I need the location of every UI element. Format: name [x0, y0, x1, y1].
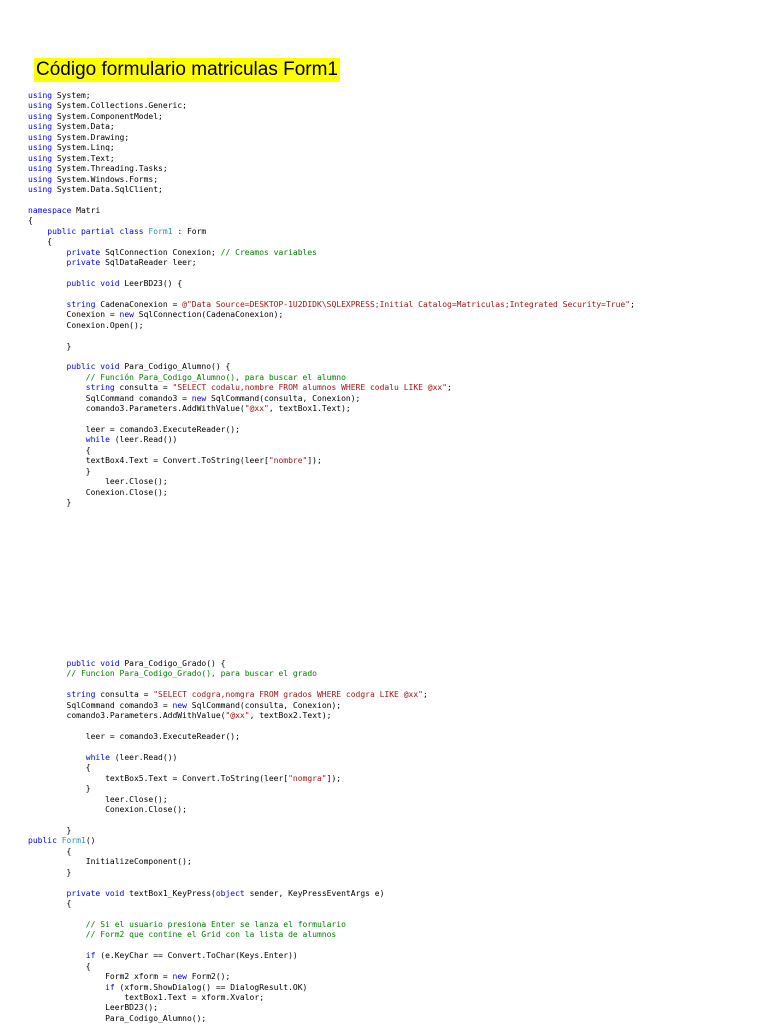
code-line [28, 122, 768, 132]
code-token [28, 435, 86, 444]
code-token: System.Data.SqlClient; [52, 184, 163, 194]
code-line [28, 373, 768, 383]
code-token: , textBox2.Text); [249, 711, 332, 721]
code-token: public void [66, 659, 120, 668]
code-token: } [28, 826, 72, 835]
code-line [28, 878, 768, 888]
code-token: using [28, 91, 53, 100]
code-line [28, 795, 768, 805]
code-line [28, 774, 768, 784]
code-token [28, 373, 86, 382]
code-token: Para_Codigo_Grado() { [119, 659, 226, 668]
code-line [28, 962, 768, 972]
code-token: ; [447, 383, 452, 393]
code-token: , textBox1.Text); [268, 404, 351, 414]
code-token [28, 279, 67, 288]
code-token [28, 920, 86, 929]
code-token: // Funcion Para_Codigo_Grado(), para buscar el grado [66, 669, 317, 679]
code-token: SqlConnection Conexion; [100, 247, 221, 257]
code-line [28, 425, 768, 435]
code-token: leer.Close(); [28, 794, 168, 804]
code-line [28, 101, 768, 111]
code-line [28, 488, 768, 498]
code-token: ]); [326, 773, 342, 783]
code-token: comando3.Parameters.AddWithValue( [28, 404, 245, 414]
code-token: System.Data; [52, 122, 115, 132]
code-token: using [28, 122, 53, 132]
code-line [28, 154, 768, 164]
code-token: } [28, 867, 72, 877]
code-line [28, 732, 768, 742]
code-token: ; [422, 690, 428, 700]
code-line [28, 383, 768, 393]
code-token: // Form2 que contine el Grid con la lista de alumnos [85, 930, 337, 940]
code-line [28, 310, 768, 320]
code-line [28, 753, 768, 763]
code-token: using [28, 111, 53, 121]
code-line [28, 920, 768, 930]
code-line [28, 446, 768, 456]
code-token: // Función Para_Codigo_Alumno(), para buscar el alumno [85, 372, 346, 382]
code-line [28, 237, 768, 247]
code-line [28, 993, 768, 1003]
code-token: CadenaConexion = [95, 299, 183, 309]
code-token: Form2 xform = [28, 972, 173, 982]
code-token: consulta = [114, 383, 173, 393]
code-line [28, 889, 768, 899]
code-line [28, 143, 768, 153]
code-token [28, 362, 67, 371]
code-line [28, 857, 768, 867]
code-line [28, 477, 768, 487]
code-line [28, 206, 768, 216]
code-line [28, 669, 768, 679]
code-line [28, 836, 768, 846]
code-token: "nombre" [268, 456, 308, 466]
code-line [28, 816, 768, 826]
code-token: textBox5.Text = Convert.ToString(leer[ [28, 773, 289, 783]
code-line [28, 300, 768, 310]
code-token [28, 669, 67, 678]
code-token: SqlCommand(consulta, Conexion); [206, 393, 361, 403]
code-token [28, 753, 86, 762]
code-line [28, 248, 768, 258]
code-line [28, 133, 768, 143]
code-token [28, 227, 47, 236]
code-line [28, 910, 768, 920]
code-token: using [28, 174, 53, 184]
code-token: LeerBD23() { [119, 278, 183, 288]
code-line [28, 456, 768, 466]
code-token: public void [66, 278, 120, 288]
code-line [28, 722, 768, 732]
code-token: (leer.Read()) [109, 435, 178, 445]
code-line [28, 701, 768, 711]
code-line [28, 784, 768, 794]
code-line [28, 1014, 768, 1024]
code-token: // Creamos variables [220, 247, 317, 257]
code-token: using [28, 132, 53, 142]
code-token: private [66, 258, 101, 267]
code-line [28, 941, 768, 951]
code-line [28, 394, 768, 404]
code-line [28, 227, 768, 237]
code-line [28, 498, 768, 508]
code-token: } [28, 498, 72, 508]
code-token: { [28, 846, 72, 856]
code-token: InitializeComponent(); [28, 857, 192, 867]
code-token: leer.Close(); [28, 477, 168, 487]
code-token: Matri [71, 205, 101, 215]
code-line [28, 805, 768, 815]
code-token: { [28, 445, 91, 455]
code-token: public void [66, 362, 120, 372]
code-token: SqlDataReader leer; [100, 258, 197, 267]
code-token: "SELECT codgra,nomgra FROM grados WHERE codgra LIKE @xx" [153, 690, 423, 700]
code-token: private [66, 247, 101, 257]
code-token: // Si el usuario presiona Enter se lanza el formulario [85, 919, 346, 929]
code-token: } [28, 784, 91, 794]
code-token: Conexion.Close(); [28, 805, 187, 815]
code-token: () [85, 836, 96, 846]
code-line [28, 826, 768, 836]
code-token: public partial class [47, 226, 144, 236]
code-line [28, 164, 768, 174]
code-token: using [28, 184, 53, 194]
code-token: textBox1_KeyPress( [124, 888, 216, 898]
code-token: while [85, 435, 110, 445]
code-token [28, 690, 67, 699]
code-token: using [28, 153, 53, 163]
code-line [28, 321, 768, 331]
code-token: Form2(); [186, 972, 231, 982]
code-line [28, 185, 768, 195]
code-token: string [66, 299, 96, 309]
code-line [28, 972, 768, 982]
code-line [28, 258, 768, 268]
code-line [28, 362, 768, 372]
code-line [28, 435, 768, 445]
code-token: consulta = [95, 690, 154, 700]
code-line [28, 175, 768, 185]
code-token: public [28, 836, 57, 846]
code-token [28, 383, 86, 392]
code-line [28, 1003, 768, 1013]
code-token: (xform.ShowDialog() == DialogResult.OK) [114, 982, 308, 992]
code-token: System.Windows.Forms; [52, 174, 159, 184]
code-token: leer = comando3.ExecuteReader(); [28, 425, 240, 434]
code-block [28, 91, 768, 509]
code-line [28, 279, 768, 289]
code-token [28, 300, 67, 309]
code-line [28, 659, 768, 669]
code-line [28, 868, 768, 878]
code-token: System.Collections.Generic; [52, 101, 187, 111]
code-token: leer = comando3.ExecuteReader(); [28, 732, 240, 742]
code-line [28, 763, 768, 773]
code-line [28, 91, 768, 101]
code-token [28, 983, 105, 992]
code-line [28, 289, 768, 299]
code-line [28, 899, 768, 909]
code-token: textBox4.Text = Convert.ToString(leer[ [28, 456, 269, 466]
code-line [28, 195, 768, 205]
code-block [28, 659, 768, 1024]
document-title: Código formulario matriculas Form1 [36, 59, 338, 80]
code-token: "@xx" [244, 404, 269, 414]
code-line [28, 930, 768, 940]
code-token: Para_Codigo_Alumno() { [119, 362, 231, 372]
code-token: string [85, 383, 115, 393]
code-line [28, 951, 768, 961]
code-token: using [28, 164, 53, 174]
code-token: System.ComponentModel; [52, 111, 163, 121]
code-token [28, 248, 67, 257]
code-line [28, 680, 768, 690]
code-token: ; [630, 299, 635, 309]
code-token [28, 889, 67, 898]
code-token [28, 258, 67, 267]
code-token: new [172, 700, 187, 710]
code-token: using [28, 143, 53, 153]
code-token: } [28, 466, 91, 476]
code-token: Para_Codigo_Alumno(); [28, 1013, 207, 1023]
code-token: using [28, 101, 53, 111]
code-token: { [28, 961, 91, 971]
code-token: { [28, 899, 72, 909]
code-token: Conexion.Close(); [28, 487, 168, 497]
code-line [28, 331, 768, 341]
code-token: namespace [28, 205, 72, 215]
code-line [28, 711, 768, 721]
code-line [28, 404, 768, 414]
code-token: "nomgra" [288, 773, 327, 783]
code-token: new [191, 393, 207, 403]
code-token: { [28, 216, 33, 226]
code-token: sender, KeyPressEventArgs e) [244, 888, 385, 898]
code-token: System.Linq; [52, 143, 115, 153]
code-token: string [66, 690, 96, 700]
code-line [28, 467, 768, 477]
code-token: object [215, 888, 245, 898]
code-token: System.Text; [52, 153, 115, 163]
code-token: SqlCommand comando3 = [28, 393, 192, 403]
code-token: } [28, 341, 72, 351]
code-token: System.Threading.Tasks; [52, 164, 168, 174]
code-line [28, 743, 768, 753]
code-token: Conexion.Open(); [28, 320, 144, 330]
code-token [28, 951, 86, 960]
code-line [28, 268, 768, 278]
code-token: { [28, 763, 91, 773]
code-line [28, 216, 768, 226]
code-token: textBox1.Text = xform.Xvalor; [28, 993, 265, 1002]
code-line [28, 112, 768, 122]
code-line [28, 983, 768, 993]
code-token: ]); [307, 456, 322, 466]
code-token: "@xx" [225, 711, 250, 721]
code-token [28, 930, 86, 939]
code-line [28, 847, 768, 857]
code-token [28, 659, 67, 668]
code-token: { [28, 237, 53, 247]
code-token: Form1 [148, 226, 173, 236]
code-token: LeerBD23(); [28, 1003, 159, 1013]
code-token: comando3.Parameters.AddWithValue( [28, 711, 226, 721]
code-token: new [119, 310, 134, 320]
code-token: (leer.Read()) [109, 752, 178, 762]
code-token: SqlCommand(consulta, Conexion); [186, 700, 342, 710]
code-line [28, 415, 768, 425]
code-token: Conexion = [28, 310, 120, 320]
code-token: new [172, 972, 187, 982]
code-token: (e.KeyChar == Convert.ToChar(Keys.Enter)) [95, 951, 298, 961]
code-line [28, 690, 768, 700]
code-line [28, 342, 768, 352]
code-token: Form1 [61, 836, 86, 846]
code-line [28, 352, 768, 362]
code-token: if [85, 951, 96, 961]
code-token: SqlConnection(CadenaConexion); [133, 310, 284, 320]
code-token: private void [66, 888, 125, 898]
code-token: "SELECT codalu,nombre FROM alumnos WHERE codalu LIKE @xx" [172, 383, 448, 393]
code-token: System.Drawing; [52, 132, 130, 142]
code-token: if [105, 982, 115, 992]
code-token: : Form [172, 226, 207, 236]
code-token: while [85, 752, 110, 762]
code-token: @"Data Source=DESKTOP-1U2DIDK\SQLEXPRESS;Initial Catalog=Matriculas;Integrated Security=True" [182, 299, 631, 309]
code-token: SqlCommand comando3 = [28, 700, 173, 710]
code-token: System; [52, 91, 91, 100]
